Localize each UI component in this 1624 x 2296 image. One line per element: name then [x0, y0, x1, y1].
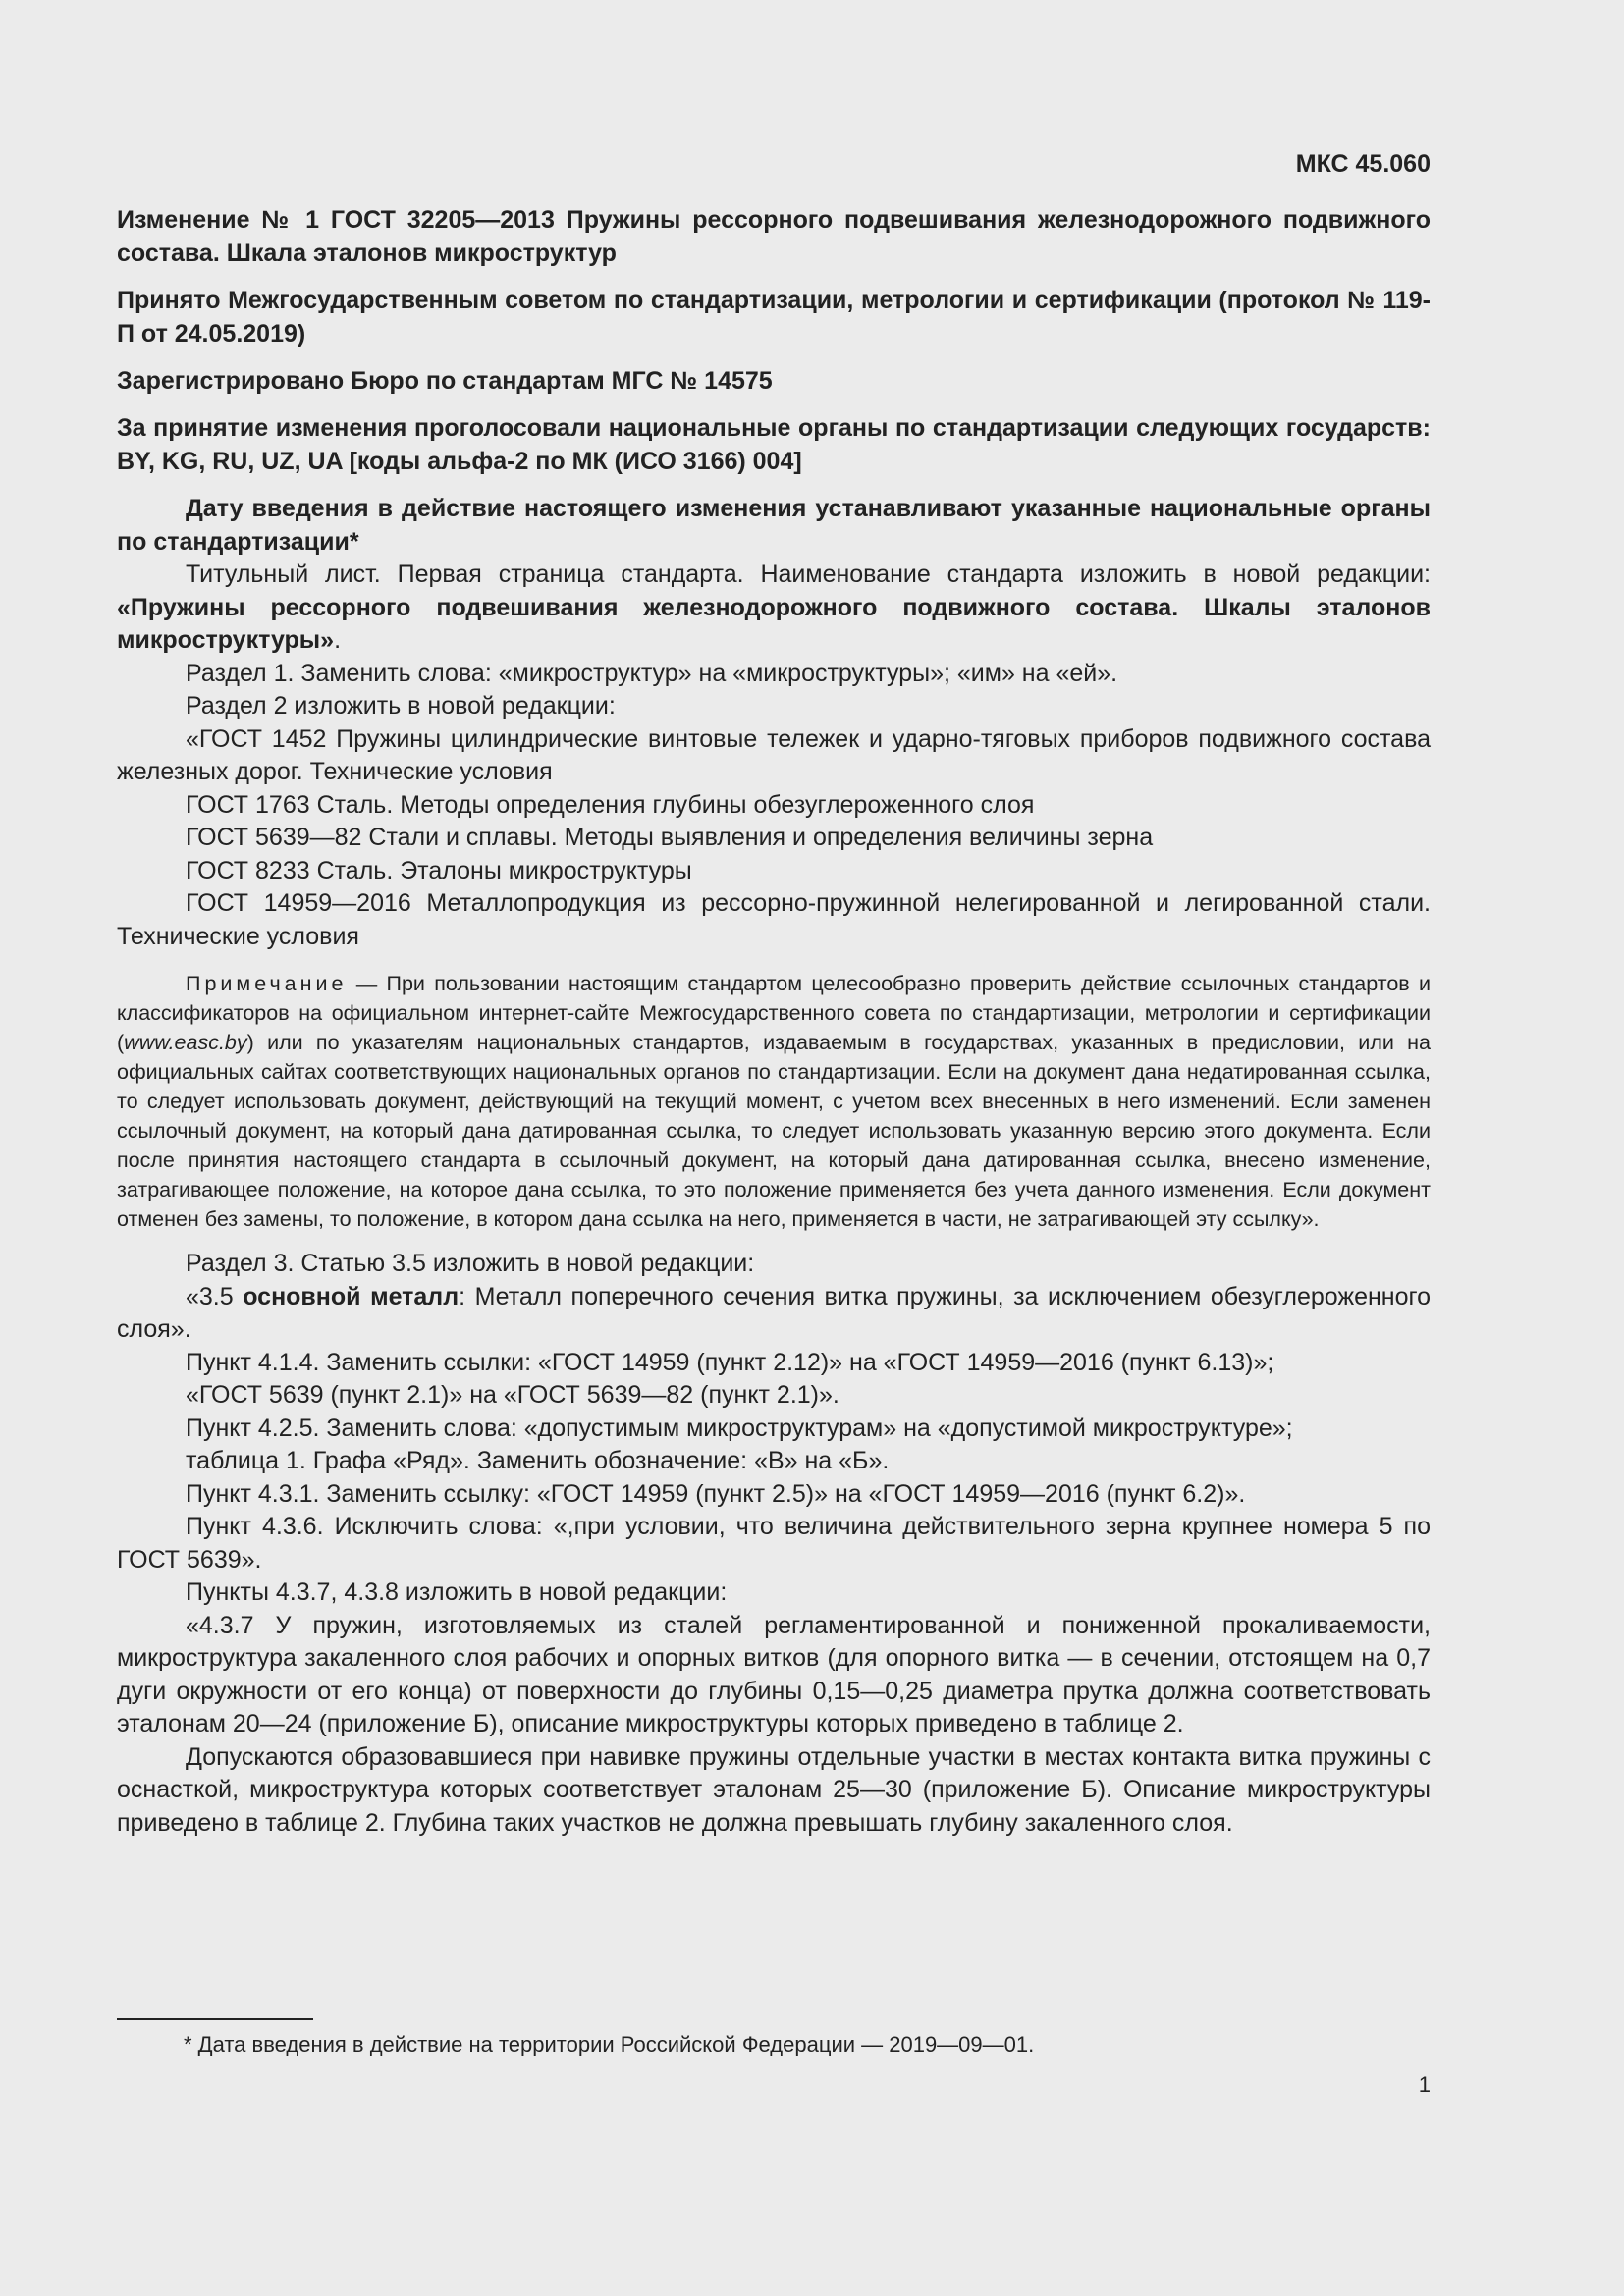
footnote: * Дата введения в действие на территории Российской Федерации — 2019—09—01. — [184, 2032, 1035, 2056]
reference-gost-5639: ГОСТ 5639—82 Стали и сплавы. Методы выявления и определения величины зерна — [186, 824, 1154, 851]
page-content — [117, 147, 1431, 1840]
definition-3-5 — [117, 1281, 1431, 1347]
item-4-3-7: «4.3.7 У пружин, изготовляемых из сталей регламентированной и пониженной прокаливаемости, микроструктура закаленного слоя рабочих и опорных витков (для опорного витка — в сечении, отстоящем на 0,7 дуги окружности от его конца) от поверхности до глубины 0,15—0,25 диаметра прутка должна соответствовать эталонам 20—24 (приложение Б), описание микроструктуры которых приведено в таблице 2. — [117, 1611, 1431, 1737]
standard-new-title: «Пружины рессорного подвешивания железнодорожного подвижного состава. Шкалы эталонов микроструктуры» — [117, 593, 1431, 654]
note-url: www.easc.by — [124, 1031, 247, 1054]
reference-gost-14959: ГОСТ 14959—2016 Металлопродукция из рессорно-пружинной нелегированной и легированной стали. Технические условия — [117, 889, 1431, 950]
definition-term: основной металл — [243, 1282, 460, 1310]
reference-gost-1452: «ГОСТ 1452 Пружины цилиндрические винтовые тележек и ударно-тяговых приборов подвижного состава железных дорог. Технические условия — [117, 724, 1431, 785]
item-4-3-6: Пункт 4.3.6. Исключить слова: «,при условии, что величина действительного зерна крупнее номера 5 по ГОСТ 5639». — [117, 1513, 1431, 1574]
definition-number: «3.5 — [186, 1282, 244, 1310]
title-page-end: . — [334, 626, 342, 654]
allowed-areas-paragraph: Допускаются образовавшиеся при навивке пружины отдельные участки в местах контакта витка пружины с оснасткой, микроструктура которых соответствует эталонам 25—30 (приложение Б). Описание микроструктуры приведено в таблице 2. Глубина таких участков не должна превышать глубину закаленного слоя. — [117, 1742, 1431, 1837]
reference-gost-1763: ГОСТ 1763 Сталь. Методы определения глубины обезуглероженного слоя — [186, 790, 1035, 819]
section-3-intro: Раздел 3. Статью 3.5 изложить в новой редакции: — [186, 1250, 755, 1277]
section-1-paragraph: Раздел 1. Заменить слова: «микроструктур» на «микроструктуры»; «им» на «ей». — [186, 659, 1118, 687]
item-4-1-4-b: «ГОСТ 5639 (пункт 2.1)» на «ГОСТ 5639—82 (пункт 2.1)». — [186, 1381, 839, 1409]
item-4-2-5: Пункт 4.2.5. Заменить слова: «допустимым микроструктурам» на «допустимой микроструктуре»; — [186, 1414, 1293, 1442]
effective-date-statement: Дату введения в действие настоящего изменения устанавливают указанные национальные органы по стандартизации* — [117, 495, 1431, 556]
items-4-3-7-4-3-8-intro: Пункты 4.3.7, 4.3.8 изложить в новой редакции: — [186, 1578, 728, 1606]
title-page-paragraph — [117, 559, 1431, 658]
item-4-1-4-a: Пункт 4.1.4. Заменить ссылки: «ГОСТ 14959 (пункт 2.12)» на «ГОСТ 14959—2016 (пункт 6.13)»; — [186, 1348, 1274, 1376]
page-number: 1 — [1418, 2072, 1431, 2097]
title-page-text: Титульный лист. Первая страница стандарта. Наименование стандарта изложить в новой редакции: — [186, 561, 1431, 588]
mks-code: МКС 45.060 — [1295, 150, 1431, 178]
section-2-intro: Раздел 2 изложить в новой редакции: — [186, 692, 616, 720]
footnote-separator — [117, 2018, 313, 2020]
voted-statement: За принятие изменения проголосовали национальные органы по стандартизации следующих государств: BY, KG, RU, UZ, UA [коды альфа-2 по МК (ИСО 3166) 004] — [117, 414, 1431, 475]
item-4-3-1: Пункт 4.3.1. Заменить ссылку: «ГОСТ 14959 (пункт 2.5)» на «ГОСТ 14959—2016 (пункт 6.2)». — [186, 1479, 1246, 1508]
reference-gost-8233: ГОСТ 8233 Сталь. Эталоны микроструктуры — [186, 856, 692, 884]
adopted-statement: Принято Межгосударственным советом по стандартизации, метрологии и сертификации (протокол № 119-П от 24.05.2019) — [117, 287, 1431, 347]
table-1-change: таблица 1. Графа «Ряд». Заменить обозначение: «В» на «Б». — [186, 1447, 890, 1474]
definition-text: : Металл поперечного сечения витка пружины, за исключением обезуглероженного слоя». — [117, 1282, 1431, 1343]
amendment-title: Изменение № 1 ГОСТ 32205—2013 Пружины рессорного подвешивания железнодорожного подвижного состава. Шкала эталонов микроструктур — [117, 206, 1431, 267]
note-label: Примечание — [186, 972, 348, 995]
note-text-2: ) или по указателям национальных стандартов, издаваемым в государствах, указанных в предисловии, или на официальных сайтах соответствующих национальных органов по стандартизации. Если на документ дана недатированная ссылка, то следует использовать документ, действующий на текущий момент, с учетом всех внесенных в него изменений. Если заменен ссылочный документ, на который дана датированная ссылка, то следует использовать указанную версию этого документа. Если после принятия настоящего стандарта в ссылочный документ, на который дана датированная ссылка, внесено изменение, затрагивающее положение, на которое дана ссылка, то это положение применяется без учета данного изменения. Если документ отменен без замены, то положение, в котором дана ссылка на него, применяется в части, не затрагивающей эту ссылку». — [117, 1031, 1431, 1231]
note-text-1: — При пользовании настоящим стандартом целесообразно проверить действие ссылочных стандартов и классификаторов на официальном интернет-сайте Межгосударственного совета по стандартизации, метрологии и сертификации ( — [117, 972, 1431, 1054]
registered-statement: Зарегистрировано Бюро по стандартам МГС № 14575 — [117, 367, 773, 395]
note-paragraph — [117, 969, 1431, 1234]
